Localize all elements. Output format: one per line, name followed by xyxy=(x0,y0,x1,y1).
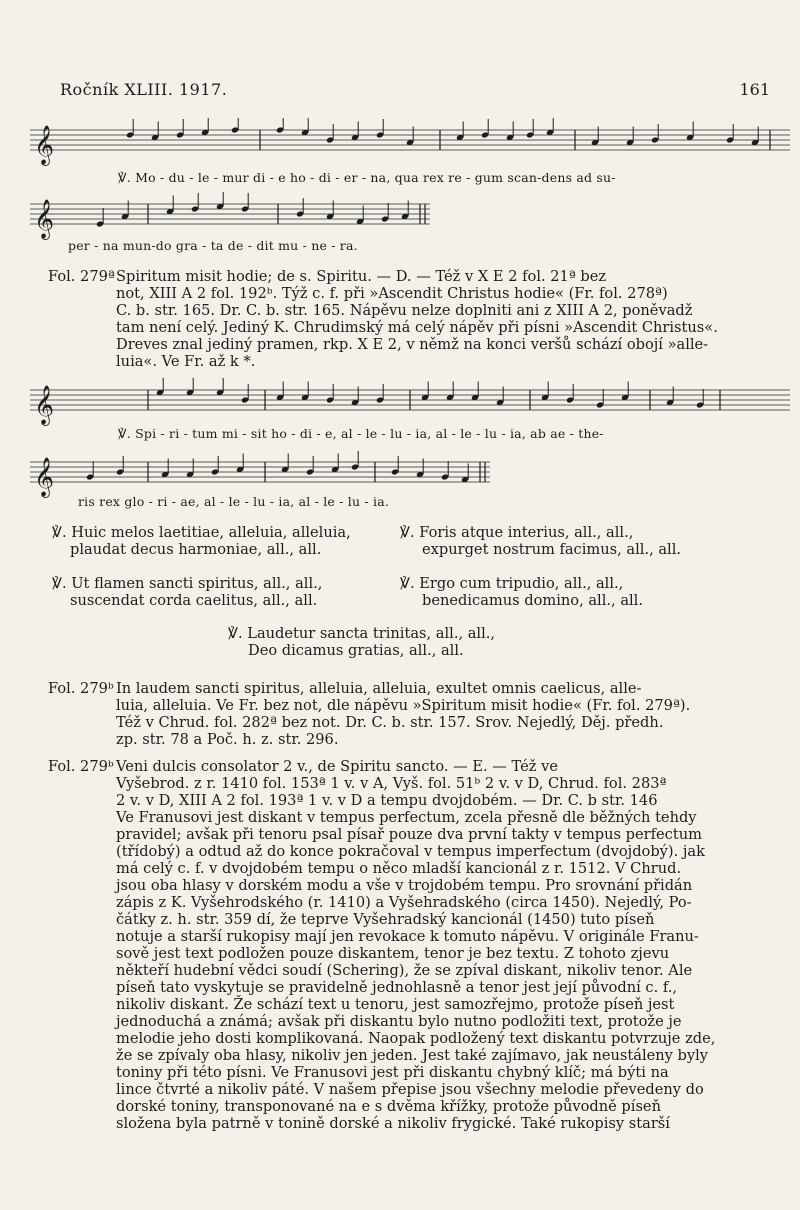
verse-2-line-1: ℣. Foris atque interius, all., all., xyxy=(400,524,634,541)
folio-label: Fol. 279ª xyxy=(48,268,115,285)
text-line: 2 v. v D, XIII A 2 fol. 193ª 1 v. v D a tempu dvojdobém. — Dr. C. b str. 146 xyxy=(116,792,658,809)
text-line: toniny při této písni. Ve Franusovi jest při diskantu chybný klíč; má býti na xyxy=(116,1064,669,1081)
verse-5-line-2: Deo dicamus gratias, all., all. xyxy=(248,642,464,659)
verse-4-line-2: benedicamus domino, all., all. xyxy=(422,592,643,609)
running-header: Ročník XLIII. 1917. xyxy=(60,80,228,99)
text-line: píseň tato vyskytuje se pravidelně jednohlasně a tenor jest její původní c. f., xyxy=(116,979,678,996)
text-line: Spiritum misit hodie; de s. Spiritu. — D. — Též v X E 2 fol. 21ª bez xyxy=(116,268,607,285)
text-line: Vyšebrod. z r. 1410 fol. 153ª 1 v. v A, Vyš. fol. 51ᵇ 2 v. v D, Chrud. fol. 283ª xyxy=(116,775,667,792)
entry-in-laudem xyxy=(48,680,783,754)
verse-4-line-1: ℣. Ergo cum tripudio, all., all., xyxy=(400,575,624,592)
entry-text xyxy=(116,268,783,370)
verse-2 xyxy=(400,524,681,558)
verse-4 xyxy=(400,575,643,609)
folio-label: Fol. 279ᵇ xyxy=(48,758,114,775)
text-line: Ve Franusovi jest diskant v tempus perfectum, zcela přesně dle běžných tehdy xyxy=(116,809,697,826)
verse-1-line-2: plaudat decus harmoniae, all., all. xyxy=(70,541,322,558)
treble-clef-icon: 𝄞 xyxy=(34,125,55,165)
text-line: Dreves znal jediný pramen, rkp. X E 2, v němž na konci veršů schází obojí »alle- xyxy=(116,336,709,353)
text-line: nikoliv diskant. Že schází text u tenoru, jest samozřejmo, protože píseň jest xyxy=(116,996,675,1013)
lyrics-line-1: ℣. Mo - du - le - mur di - e ho - di - er - na, qua rex re - gum scan-dens ad su- xyxy=(118,170,616,185)
text-line: jsou oba hlasy v dorském modu a vše v trojdobém tempu. Pro srovnání přidán xyxy=(116,877,693,894)
verse-1-line-1: ℣. Huic melos laetitiae, alleluia, alleluia, xyxy=(52,524,351,541)
music-staff-1 xyxy=(30,118,790,178)
verse-5 xyxy=(228,625,495,659)
treble-clef-icon: 𝄞 xyxy=(34,199,55,239)
text-line: luia«. Ve Fr. až k *. xyxy=(116,353,256,370)
verse-3-line-1: ℣. Ut flamen sancti spiritus, all., all., xyxy=(52,575,323,592)
text-line: složena byla patrně v tonině dorské a nikoliv frygické. Také rukopisy starší xyxy=(116,1115,670,1132)
text-line: In laudem sancti spiritus, alleluia, alleluia, exultet omnis caelicus, alle- xyxy=(116,680,642,697)
text-line: zp. str. 78 a Poč. h. z. str. 296. xyxy=(116,731,339,748)
verse-3 xyxy=(52,575,322,609)
text-line: Veni dulcis consolator 2 v., de Spiritu sancto. — E. — Též ve xyxy=(116,758,558,775)
text-line: pravidel; avšak při tenoru psal písař pouze dva první takty v tempus perfectum xyxy=(116,826,702,843)
verse-3-line-2: suscendat corda caelitus, all., all. xyxy=(70,592,318,609)
text-line: čátky z. h. str. 359 dí, že teprve Vyšehradský kancionál (1450) tuto píseň xyxy=(116,911,655,928)
text-line: má celý c. f. v dvojdobém tempu o něco mladší kancionál z r. 1512. V Chrud. xyxy=(116,860,682,877)
entry-spiritum-misit xyxy=(48,268,783,378)
treble-clef-icon: 𝄞 xyxy=(34,385,55,425)
lyrics-line-4: ris rex glo - ri - ae, al - le - lu - ia, al - le - lu - ia. xyxy=(78,494,390,509)
verse-1 xyxy=(52,524,351,558)
text-line: dorské toniny, transponované na e s dvěma křížky, protože původně píseň xyxy=(116,1098,661,1115)
verse-5-line-1: ℣. Laudetur sancta trinitas, all., all., xyxy=(228,625,496,642)
text-line: notuje a starší rukopisy mají jen revokace k tomuto nápěvu. V originále Franu- xyxy=(116,928,699,945)
text-line: melodie jeho dosti komplikovaná. Naopak podložený text diskantu potvrzuje zde, xyxy=(116,1030,716,1047)
text-line: někteří hudební vědci soudí (Schering), že se zpíval diskant, nikoliv tenor. Ale xyxy=(116,962,693,979)
text-line: (třídobý) a odtud až do konce pokračoval v tempus imperfectum (dvojdobý). jak xyxy=(116,843,705,860)
treble-clef-icon: 𝄞 xyxy=(34,457,55,497)
text-line: lince čtvrté a nikoliv páté. V našem přepise jsou všechny melodie převedeny do xyxy=(116,1081,704,1098)
page-number: 161 xyxy=(739,80,770,99)
folio-label: Fol. 279ᵇ xyxy=(48,680,114,697)
text-line: Též v Chrud. fol. 282ª bez not. Dr. C. b. str. 157. Srov. Nejedlý, Děj. předh. xyxy=(116,714,664,731)
text-line: jednoduchá a známá; avšak při diskantu bylo nutno podložiti text, protože je xyxy=(116,1013,682,1030)
text-line: not, XIII A 2 fol. 192ᵇ. Týž c. f. při »Ascendit Christus hodie« (Fr. fol. 278ª) xyxy=(116,285,668,302)
text-line: sově jest text podložen pouze diskantem, tenor je bez textu. Z tohoto zjevu xyxy=(116,945,670,962)
text-line: že se zpívaly oba hlasy, nikoliv jen jeden. Jest také zajímavo, jak neustáleny byly xyxy=(116,1047,709,1064)
verse-2-line-2: expurget nostrum facimus, all., all. xyxy=(422,541,682,558)
entry-veni-dulcis xyxy=(48,758,783,1158)
text-line: luia, alleluia. Ve Fr. bez not, dle nápěvu »Spiritum misit hodie« (Fr. fol. 279ª). xyxy=(116,697,691,714)
entry-text xyxy=(116,680,783,748)
lyrics-line-2: per - na mun-do gra - ta de - dit mu - ne - ra. xyxy=(68,238,358,253)
text-line: zápis z K. Vyšehrodského (r. 1410) a Vyšehradského (circa 1450). Nejedlý, Po- xyxy=(116,894,692,911)
staff-1-notation xyxy=(30,118,790,178)
lyrics-line-3: ℣. Spi - ri - tum mi - sit ho - di - e, al - le - lu - ia, al - le - lu - ia, ab ae - the- xyxy=(118,426,604,441)
text-line: tam není celý. Jediný K. Chrudimský má celý nápěv při písni »Ascendit Christus«. xyxy=(116,319,718,336)
text-line: C. b. str. 165. Dr. C. b. str. 165. Nápěvu nelze doplniti ani z XIII A 2, poněvadž xyxy=(116,302,693,319)
entry-text xyxy=(116,758,783,1132)
